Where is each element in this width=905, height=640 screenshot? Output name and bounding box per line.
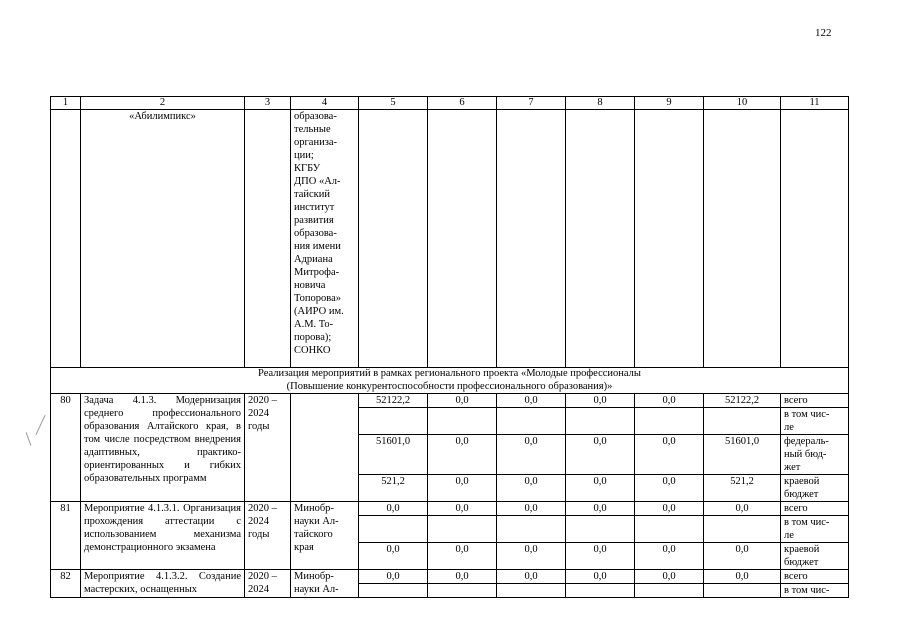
page-number: 122 bbox=[815, 27, 832, 39]
value-cell bbox=[497, 516, 566, 543]
value-cell: 51601,0 bbox=[704, 435, 781, 475]
value-cell: 0,0 bbox=[566, 543, 635, 570]
value-cell bbox=[359, 408, 428, 435]
funding-source-cell: в том чис- ле bbox=[781, 408, 849, 435]
row-number: 81 bbox=[51, 502, 81, 570]
value-cell: 521,2 bbox=[359, 475, 428, 502]
budget-table bbox=[50, 96, 849, 598]
header-cell: 10 bbox=[704, 97, 781, 110]
value-cell: 0,0 bbox=[497, 475, 566, 502]
value-cell bbox=[497, 584, 566, 598]
value-cell: 0,0 bbox=[359, 570, 428, 584]
value-cell bbox=[497, 408, 566, 435]
row-period: 2020 – 2024 годы bbox=[245, 502, 291, 570]
value-cell bbox=[359, 584, 428, 598]
header-cell: 1 bbox=[51, 97, 81, 110]
row-number: 80 bbox=[51, 394, 81, 502]
row-name: Задача 4.1.3. Модернизация среднего профессионального образования Алтайского края, в том числе посредством внедрения адаптивных, практико-ориентированных и гибких образовательных программ bbox=[81, 394, 245, 502]
funding-source-cell: всего bbox=[781, 394, 849, 408]
value-cell: 0,0 bbox=[635, 394, 704, 408]
cell bbox=[428, 110, 497, 368]
value-cell bbox=[428, 408, 497, 435]
value-cell: 0,0 bbox=[428, 570, 497, 584]
value-cell bbox=[428, 584, 497, 598]
funding-source-cell: в том чис- bbox=[781, 584, 849, 598]
table-row bbox=[51, 502, 849, 516]
value-cell: 0,0 bbox=[635, 543, 704, 570]
value-cell: 0,0 bbox=[497, 435, 566, 475]
value-cell: 0,0 bbox=[704, 570, 781, 584]
row-period: 2020 – 2024 bbox=[245, 570, 291, 598]
header-cell: 7 bbox=[497, 97, 566, 110]
header-cell: 8 bbox=[566, 97, 635, 110]
header-cell: 3 bbox=[245, 97, 291, 110]
value-cell bbox=[635, 408, 704, 435]
value-cell: 0,0 bbox=[635, 475, 704, 502]
value-cell: 0,0 bbox=[359, 543, 428, 570]
header-cell: 4 bbox=[291, 97, 359, 110]
value-cell: 0,0 bbox=[704, 543, 781, 570]
value-cell: 521,2 bbox=[704, 475, 781, 502]
value-cell: 0,0 bbox=[428, 502, 497, 516]
funding-source-cell: краевой бюджет bbox=[781, 475, 849, 502]
header-cell: 6 bbox=[428, 97, 497, 110]
row-name: Мероприятие 4.1.3.2. Создание мастерских, оснащенных bbox=[81, 570, 245, 598]
value-cell bbox=[635, 516, 704, 543]
section-heading-line1: Реализация мероприятий в рамках регионального проекта «Молодые профессионалы bbox=[258, 368, 641, 379]
cell bbox=[359, 110, 428, 368]
row-number: 82 bbox=[51, 570, 81, 598]
value-cell: 0,0 bbox=[704, 502, 781, 516]
value-cell: 0,0 bbox=[497, 543, 566, 570]
cell bbox=[245, 110, 291, 368]
funding-source-cell: всего bbox=[781, 502, 849, 516]
cell bbox=[635, 110, 704, 368]
value-cell bbox=[704, 516, 781, 543]
event-name-cell: «Абилимпикс» bbox=[81, 110, 245, 368]
value-cell: 0,0 bbox=[359, 502, 428, 516]
value-cell bbox=[704, 584, 781, 598]
value-cell: 0,0 bbox=[497, 394, 566, 408]
value-cell: 0,0 bbox=[428, 475, 497, 502]
cell bbox=[704, 110, 781, 368]
value-cell: 0,0 bbox=[497, 570, 566, 584]
value-cell: 0,0 bbox=[497, 502, 566, 516]
value-cell: 52122,2 bbox=[359, 394, 428, 408]
funding-source-cell: всего bbox=[781, 570, 849, 584]
value-cell: 0,0 bbox=[566, 394, 635, 408]
section-heading bbox=[51, 368, 849, 394]
value-cell: 0,0 bbox=[635, 502, 704, 516]
header-row bbox=[51, 97, 849, 110]
value-cell: 0,0 bbox=[635, 570, 704, 584]
table-row bbox=[51, 394, 849, 408]
funding-source-cell: краевой бюджет bbox=[781, 543, 849, 570]
row-executor: Минобр- науки Ал- тайского края bbox=[291, 502, 359, 570]
cell bbox=[51, 110, 81, 368]
table-row bbox=[51, 570, 849, 584]
value-cell bbox=[428, 516, 497, 543]
value-cell: 0,0 bbox=[566, 502, 635, 516]
value-cell bbox=[566, 408, 635, 435]
section-heading-row bbox=[51, 368, 849, 394]
value-cell: 0,0 bbox=[635, 435, 704, 475]
executor-cell: образова- тельные организа- ции; КГБУ ДПО «Ал- тайский институт развития образова- ния имени Адриана Митрофа- новича Топорова» (АИРО им. А.М. То- порова); СОНКО bbox=[291, 110, 359, 368]
value-cell bbox=[566, 584, 635, 598]
scan-mark bbox=[35, 415, 45, 435]
scan-mark bbox=[26, 432, 32, 445]
value-cell: 0,0 bbox=[428, 394, 497, 408]
value-cell: 0,0 bbox=[566, 570, 635, 584]
funding-source-cell: в том чис- ле bbox=[781, 516, 849, 543]
value-cell bbox=[566, 516, 635, 543]
row-name: Мероприятие 4.1.3.1. Организация прохождения аттестации с использованием механизма демонстрационного экзамена bbox=[81, 502, 245, 570]
value-cell: 52122,2 bbox=[704, 394, 781, 408]
cell bbox=[497, 110, 566, 368]
value-cell: 0,0 bbox=[428, 435, 497, 475]
cell bbox=[566, 110, 635, 368]
row-period: 2020 – 2024 годы bbox=[245, 394, 291, 502]
header-cell: 11 bbox=[781, 97, 849, 110]
value-cell bbox=[359, 516, 428, 543]
continuation-row bbox=[51, 110, 849, 368]
funding-source-cell: федераль- ный бюд- жет bbox=[781, 435, 849, 475]
section-heading-line2: (Повышение конкурентоспособности профессионального образования)» bbox=[286, 380, 613, 392]
header-cell: 2 bbox=[81, 97, 245, 110]
header-cell: 9 bbox=[635, 97, 704, 110]
value-cell: 0,0 bbox=[566, 435, 635, 475]
value-cell: 0,0 bbox=[428, 543, 497, 570]
row-executor bbox=[291, 394, 359, 502]
cell bbox=[781, 110, 849, 368]
value-cell: 0,0 bbox=[566, 475, 635, 502]
value-cell bbox=[635, 584, 704, 598]
value-cell bbox=[704, 408, 781, 435]
header-cell: 5 bbox=[359, 97, 428, 110]
row-executor: Минобр- науки Ал- bbox=[291, 570, 359, 598]
value-cell: 51601,0 bbox=[359, 435, 428, 475]
